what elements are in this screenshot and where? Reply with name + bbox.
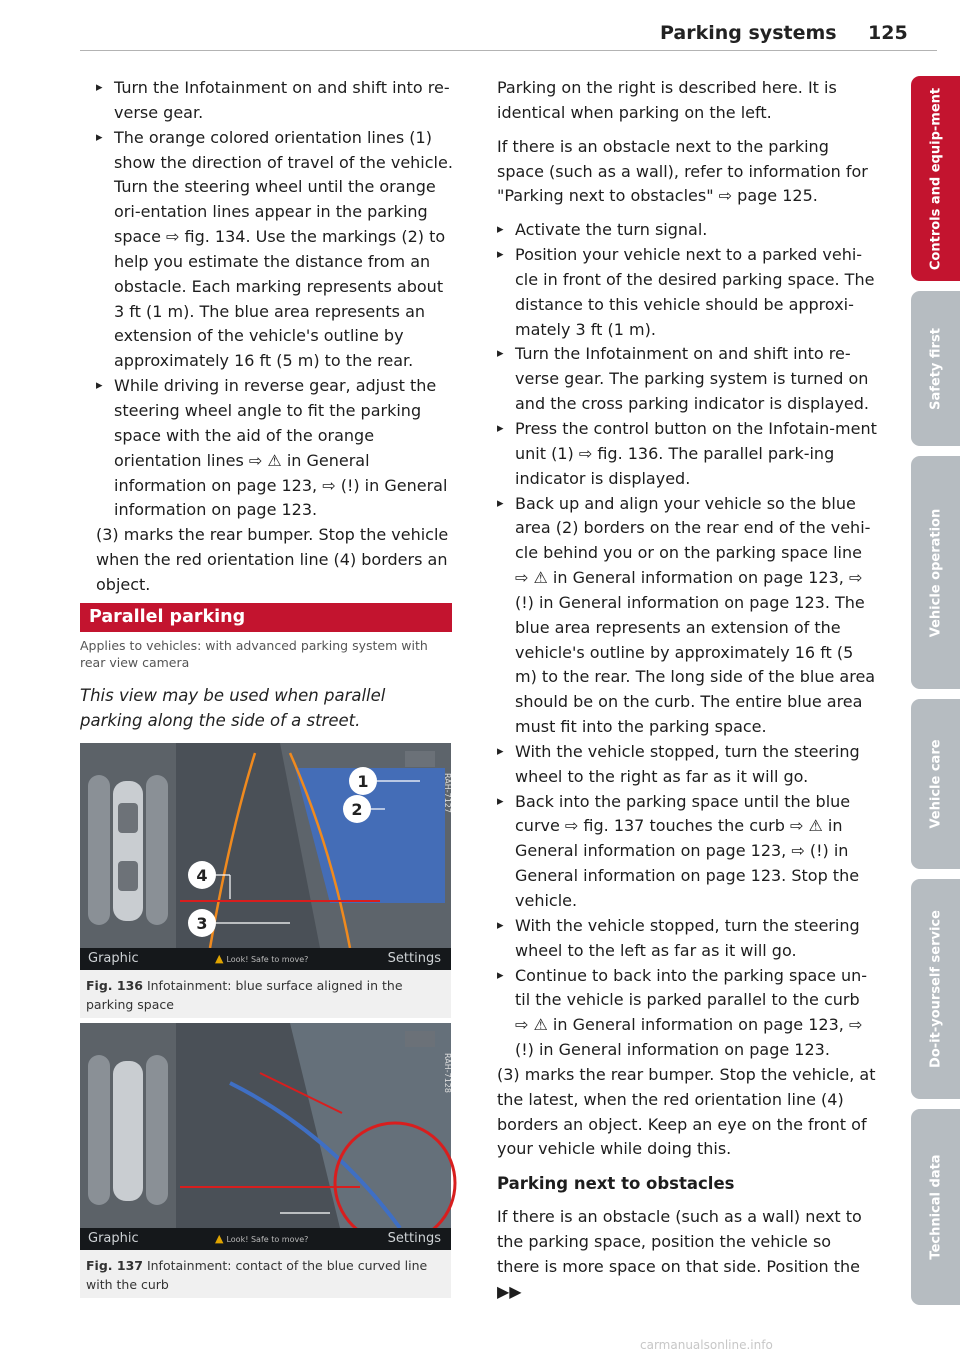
figure-caption	[80, 970, 451, 1018]
header-rule	[80, 50, 937, 51]
right-bullet-list	[497, 218, 877, 1063]
list-item: ▸ While driving in reverse gear, adjust the steering wheel angle to fit the parking space with the aid of the orange orientation lines ⇨ ⚠ in General information on page 123, ⇨ (!) in General information on page 123.	[96, 374, 456, 523]
camera-view-137	[80, 1023, 451, 1228]
section-intro: This view may be used when parallel parking along the side of a street.	[80, 686, 386, 730]
status-warning: ▲ Look! Safe to move?	[215, 952, 309, 965]
callout-3-label: 3	[196, 914, 208, 933]
figure-code: RAH-7127	[443, 773, 452, 813]
figure-caption-text: Infotainment: contact of the blue curved line with the curb	[86, 1258, 428, 1292]
warning-icon: ▲	[215, 952, 224, 965]
list-item: ▸ Press the control button on the Infotain-ment unit (1) ⇨ fig. 136. The parallel park-ing indicator is displayed.	[497, 417, 877, 492]
list-item: ▸ The orange colored orientation lines (1) show the direction of travel of the vehicle. Turn the steering wheel until the orange ori-entation lines appear in the parking space ⇨ fig. 134. Use the markings (2) to help you estimate the distance from an obstacle. Each marking represents about 3 ft (1 m). The blue area represents an extension of the vehicle's outline by approximately 16 ft (5 m) to the rear.	[96, 126, 456, 374]
settings-softkey: Settings	[387, 1231, 441, 1246]
figure-caption	[80, 1250, 451, 1298]
figure-code: RAH-7128	[443, 1053, 452, 1093]
list-item: ▸ With the vehicle stopped, turn the steering wheel to the right as far as it will go.	[497, 740, 877, 790]
applies-to-note: Applies to vehicles: with advanced parking system with rear view camera	[80, 638, 428, 670]
settings-softkey: Settings	[387, 951, 441, 966]
section-title-bar: Parallel parking	[80, 603, 452, 632]
right-column	[497, 76, 877, 1305]
figure-137	[80, 1023, 451, 1250]
watermark: carmanualsonline.info	[640, 1338, 773, 1352]
tab-safety-first[interactable]: Safety first	[911, 291, 960, 446]
callout-2-label: 2	[351, 800, 363, 819]
list-item: ▸ Activate the turn signal.	[497, 218, 877, 243]
graphic-softkey: Graphic	[88, 1231, 139, 1246]
tab-do-it-yourself-service[interactable]: Do-it-yourself service	[911, 879, 960, 1099]
tab-technical-data[interactable]: Technical data	[911, 1109, 960, 1305]
list-item: ▸ With the vehicle stopped, turn the steering wheel to the left as far as it will go.	[497, 914, 877, 964]
list-item: ▸ Back into the parking space until the blue curve ⇨ fig. 137 touches the curb ⇨ ⚠ in General information on page 123, ⇨ (!) in General information on page 123. Stop the vehicle.	[497, 790, 877, 914]
figure-label: Fig. 137	[86, 1258, 143, 1273]
page-number: 125	[868, 22, 908, 44]
left-column	[96, 76, 456, 598]
right-tail-text: (3) marks the rear bumper. Stop the vehicle, at the latest, when the red orientation line (4) borders an object. Keep an eye on the front of your vehicle while doing this.	[497, 1064, 876, 1159]
list-item: ▸ Back up and align your vehicle so the blue area (2) borders on the rear end of the vehi-cle behind you or on the parking space line ⇨ ⚠ in General information on page 123, ⇨ (!) in General information on page 123. The blue area represents an extension of the vehicle's outline by approximately 16 ft (5 m) to the rear. The long side of the blue area should be on the curb. The entire blue area must fit into the parking space.	[497, 492, 877, 740]
subheading-obstacles: Parking next to obstacles	[497, 1174, 735, 1194]
parking-mode-icon	[405, 751, 435, 767]
left-tail-text: (3) marks the rear bumper. Stop the vehicle when the red orientation line (4) borders an object.	[96, 525, 449, 594]
paragraph: If there is an obstacle (such as a wall) next to the parking space, position the vehicle so there is more space on that side. Position the ▶▶	[497, 1207, 862, 1301]
status-warning: ▲ Look! Safe to move?	[215, 1232, 309, 1245]
car-top-view-icon	[113, 1061, 143, 1201]
parking-mode-icon	[405, 1031, 435, 1047]
callout-1-label: 1	[357, 772, 369, 791]
paragraph: If there is an obstacle next to the parking space (such as a wall), refer to information for "Parking next to obstacles" ⇨ page 125.	[497, 136, 868, 206]
figure-136	[80, 743, 451, 970]
list-item: ▸ Position your vehicle next to a parked vehi-cle in front of the desired parking space. The distance to this vehicle should be approxi-mately 3 ft (1 m).	[497, 243, 877, 342]
list-item: ▸ Turn the Infotainment on and shift into re-verse gear. The parking system is turned on and the cross parking indicator is displayed.	[497, 342, 877, 417]
paragraph: Parking on the right is described here. It is identical when parking on the left.	[497, 78, 837, 122]
running-header-title: Parking systems	[660, 22, 837, 44]
list-item: ▸ Turn the Infotainment on and shift into re-verse gear.	[96, 76, 456, 126]
camera-view-136	[80, 743, 451, 948]
car-top-view-icon	[113, 781, 143, 921]
tab-controls-and-equipment[interactable]: Controls and equip-ment	[911, 76, 960, 281]
tab-vehicle-operation[interactable]: Vehicle operation	[911, 456, 960, 689]
left-bullet-list	[96, 76, 456, 523]
list-item: ▸ Continue to back into the parking space un-til the vehicle is parked parallel to the curb ⇨ ⚠ in General information on page 123, ⇨ (!) in General information on page 123.	[497, 964, 877, 1063]
figure-label: Fig. 136	[86, 978, 143, 993]
callout-4-label: 4	[196, 866, 208, 885]
warning-icon: ▲	[215, 1232, 224, 1245]
graphic-softkey: Graphic	[88, 951, 139, 966]
figure-caption-text: Infotainment: blue surface aligned in the parking space	[86, 978, 403, 1012]
infotainment-status-bar	[80, 1228, 451, 1250]
infotainment-status-bar	[80, 948, 451, 970]
tab-vehicle-care[interactable]: Vehicle care	[911, 699, 960, 869]
